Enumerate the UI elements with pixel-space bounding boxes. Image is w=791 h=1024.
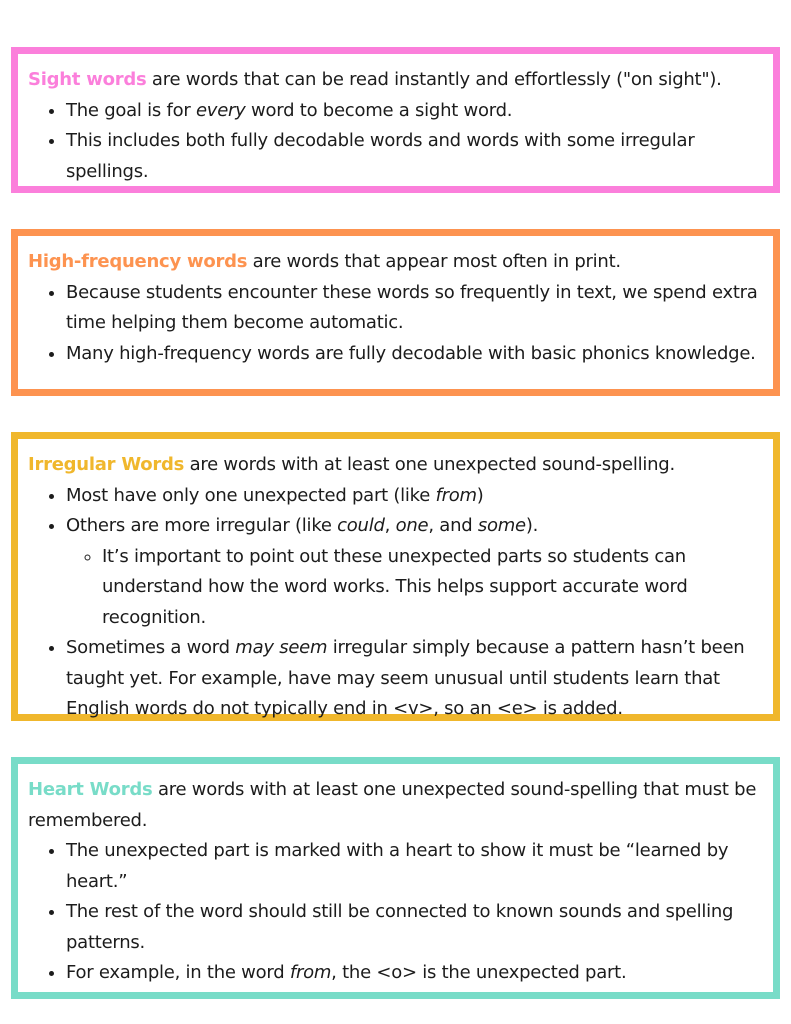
irregular-term: Irregular Words bbox=[28, 454, 185, 475]
high-frequency-list bbox=[28, 278, 759, 370]
irregular-definition: Irregular Words are words with at least one unexpected sound-spelling. bbox=[28, 454, 675, 475]
heart-list bbox=[28, 836, 759, 989]
list-item: • Sometimes a word may seem irregular simply because a pattern hasn’t been taught yet. For example, have may seem unusual until students learn that English words do not typically end in <v>, so an <e> is added. bbox=[66, 633, 759, 725]
list-item: • Because students encounter these words so frequently in text, we spend extra time helping them become automatic. bbox=[66, 278, 759, 339]
list-item: • The rest of the word should still be connected to known sounds and spelling patterns. bbox=[66, 897, 759, 958]
sight-words-term: Sight words bbox=[28, 69, 147, 90]
high-frequency-words-card bbox=[11, 229, 780, 396]
list-item: • The unexpected part is marked with a heart to show it must be “learned by heart.” bbox=[66, 836, 759, 897]
list-item: • The goal is for every word to become a sight word. bbox=[66, 96, 759, 127]
list-item: • Many high-frequency words are fully decodable with basic phonics knowledge. bbox=[66, 339, 759, 370]
heart-term: Heart Words bbox=[28, 779, 153, 800]
list-item: • Most have only one unexpected part (like from) bbox=[66, 481, 759, 512]
high-frequency-term: High-frequency words bbox=[28, 251, 248, 272]
irregular-words-card bbox=[11, 432, 780, 721]
heart-definition: Heart Words are words with at least one unexpected sound-spelling that must be remembered. bbox=[28, 779, 757, 831]
list-item: • For example, in the word from, the <o> is the unexpected part. bbox=[66, 958, 759, 989]
sub-list-item: ◦ It’s important to point out these unexpected parts so students can understand how the word works. This helps support accurate word recognition. bbox=[102, 542, 759, 634]
list-item: • This includes both fully decodable words and words with some irregular spellings. bbox=[66, 126, 759, 187]
irregular-list bbox=[28, 481, 759, 725]
sight-words-list bbox=[28, 96, 759, 188]
heart-words-card bbox=[11, 757, 780, 999]
sight-words-card bbox=[11, 47, 780, 193]
irregular-sublist bbox=[66, 542, 759, 634]
list-item: • Others are more irregular (like could, one, and some). ◦ It’s important to point out these unexpected parts so students can understand how the word works. This helps support accurate word recognition. bbox=[66, 511, 759, 633]
sight-words-definition: Sight words are words that can be read instantly and effortlessly ("on sight"). bbox=[28, 69, 722, 90]
high-frequency-definition: High-frequency words are words that appear most often in print. bbox=[28, 251, 621, 272]
